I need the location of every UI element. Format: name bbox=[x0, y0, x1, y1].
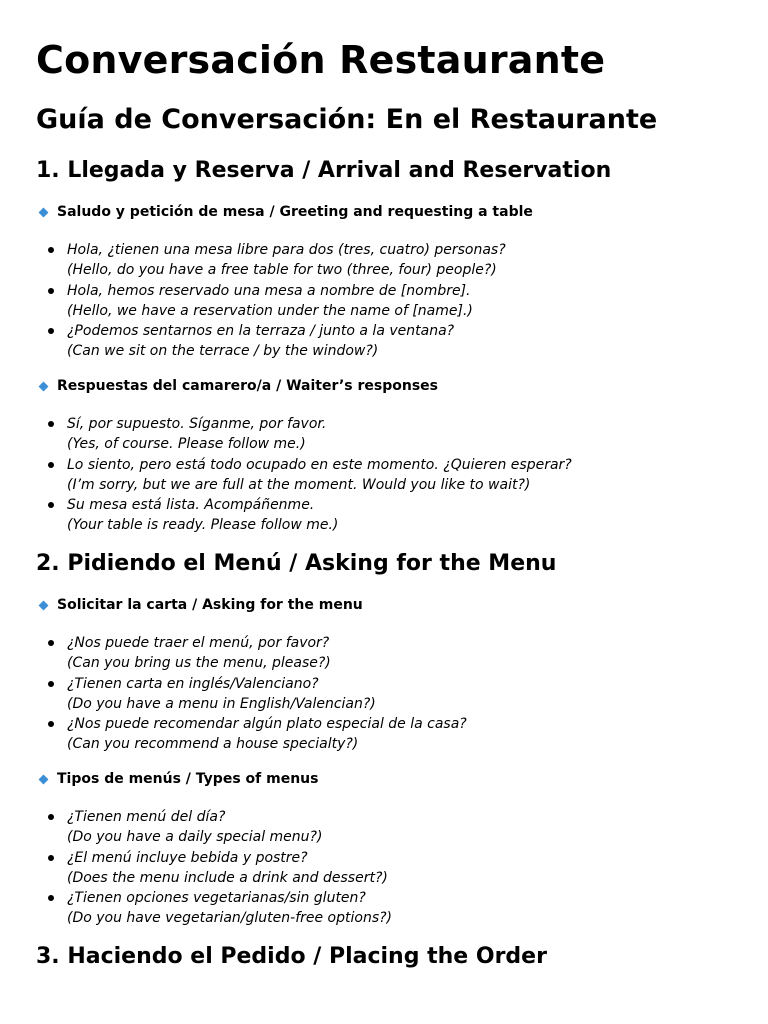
phrase-english: (Does the menu include a drink and dessert?) bbox=[67, 869, 388, 886]
diamond-bullet-icon bbox=[39, 774, 49, 784]
bullet-icon bbox=[48, 640, 54, 646]
phrase-english: (Hello, we have a reservation under the name of [name].) bbox=[67, 302, 473, 319]
phrase-spanish: ¿Podemos sentarnos en la terraza / junto a la ventana? bbox=[67, 323, 455, 339]
phrase-spanish: ¿Nos puede traer el menú, por favor? bbox=[67, 635, 330, 651]
list-item bbox=[48, 495, 572, 536]
subsection-label-text: Solicitar la carta / Asking for the menu bbox=[57, 597, 363, 613]
list-item bbox=[48, 807, 392, 848]
bullet-icon bbox=[48, 247, 54, 253]
subsection-label bbox=[38, 204, 533, 220]
section-heading: 2. Pidiendo el Menú / Asking for the Menu bbox=[36, 551, 557, 576]
list-item bbox=[48, 321, 506, 362]
list-item bbox=[48, 714, 467, 755]
phrase-spanish: ¿Tienen menú del día? bbox=[67, 809, 226, 825]
bullet-icon bbox=[48, 814, 54, 820]
bullet-icon bbox=[48, 421, 54, 427]
diamond-bullet-icon bbox=[39, 381, 49, 391]
subsection-label bbox=[38, 378, 438, 394]
phrase-english: (Do you have a menu in English/Valencian?) bbox=[67, 695, 376, 712]
phrase-spanish: Su mesa está lista. Acompáñenme. bbox=[67, 497, 315, 513]
subsection-label-text: Saludo y petición de mesa / Greeting and requesting a table bbox=[57, 204, 533, 220]
bullet-icon bbox=[48, 721, 54, 727]
phrase-list bbox=[48, 807, 392, 929]
diamond-bullet-icon bbox=[39, 207, 49, 217]
phrase-spanish: ¿Tienen carta en inglés/Valenciano? bbox=[67, 675, 319, 692]
list-item bbox=[48, 633, 467, 674]
bullet-icon bbox=[48, 895, 54, 901]
phrase-list bbox=[48, 633, 467, 755]
phrase-spanish: ¿Nos puede recomendar algún plato especial de la casa? bbox=[67, 716, 467, 732]
diamond-bullet-icon bbox=[39, 600, 49, 610]
bullet-icon bbox=[48, 681, 54, 687]
list-item bbox=[48, 240, 506, 281]
list-item bbox=[48, 455, 572, 496]
phrase-english: (Can you recommend a house specialty?) bbox=[67, 736, 359, 753]
section-heading: 1. Llegada y Reserva / Arrival and Reservation bbox=[36, 158, 612, 183]
phrase-spanish: ¿Tienen opciones vegetarianas/sin gluten? bbox=[67, 890, 366, 906]
phrase-english: (Can you bring us the menu, please?) bbox=[67, 655, 331, 672]
subsection-label-text: Respuestas del camarero/a / Waiter’s responses bbox=[57, 378, 438, 394]
bullet-icon bbox=[48, 288, 54, 294]
bullet-icon bbox=[48, 855, 54, 861]
phrase-english: (Do you have a daily special menu?) bbox=[67, 829, 323, 846]
phrase-spanish: Lo siento, pero está todo ocupado en este momento. ¿Quieren esperar? bbox=[67, 456, 572, 473]
document-title: Conversación Restaurante bbox=[36, 38, 606, 82]
subsection-label bbox=[38, 771, 318, 787]
bullet-icon bbox=[48, 502, 54, 508]
document-subtitle: Guía de Conversación: En el Restaurante bbox=[36, 104, 658, 135]
phrase-english: (Can we sit on the terrace / by the window?) bbox=[67, 343, 379, 360]
list-item bbox=[48, 674, 467, 715]
phrase-spanish: Sí, por supuesto. Síganme, por favor. bbox=[67, 416, 327, 432]
bullet-icon bbox=[48, 328, 54, 334]
phrase-english: (Do you have vegetarian/gluten-free options?) bbox=[67, 910, 393, 927]
phrase-english: (I’m sorry, but we are full at the moment. Would you like to wait?) bbox=[67, 476, 531, 493]
phrase-spanish: Hola, hemos reservado una mesa a nombre de [nombre]. bbox=[67, 282, 471, 299]
phrase-english: (Hello, do you have a free table for two (three, four) people?) bbox=[67, 262, 497, 279]
phrase-spanish: ¿El menú incluye bebida y postre? bbox=[67, 849, 308, 866]
list-item bbox=[48, 888, 392, 929]
list-item bbox=[48, 848, 392, 889]
phrase-english: (Yes, of course. Please follow me.) bbox=[67, 436, 306, 453]
subsection-label bbox=[38, 597, 363, 613]
section-heading: 3. Haciendo el Pedido / Placing the Order bbox=[36, 944, 547, 969]
list-item bbox=[48, 414, 572, 455]
phrase-list bbox=[48, 240, 506, 362]
phrase-list bbox=[48, 414, 572, 536]
subsection-label-text: Tipos de menús / Types of menus bbox=[57, 771, 319, 787]
list-item bbox=[48, 281, 506, 322]
bullet-icon bbox=[48, 462, 54, 468]
phrase-english: (Your table is ready. Please follow me.) bbox=[67, 517, 339, 534]
phrase-spanish: Hola, ¿tienen una mesa libre para dos (tres, cuatro) personas? bbox=[67, 242, 506, 258]
